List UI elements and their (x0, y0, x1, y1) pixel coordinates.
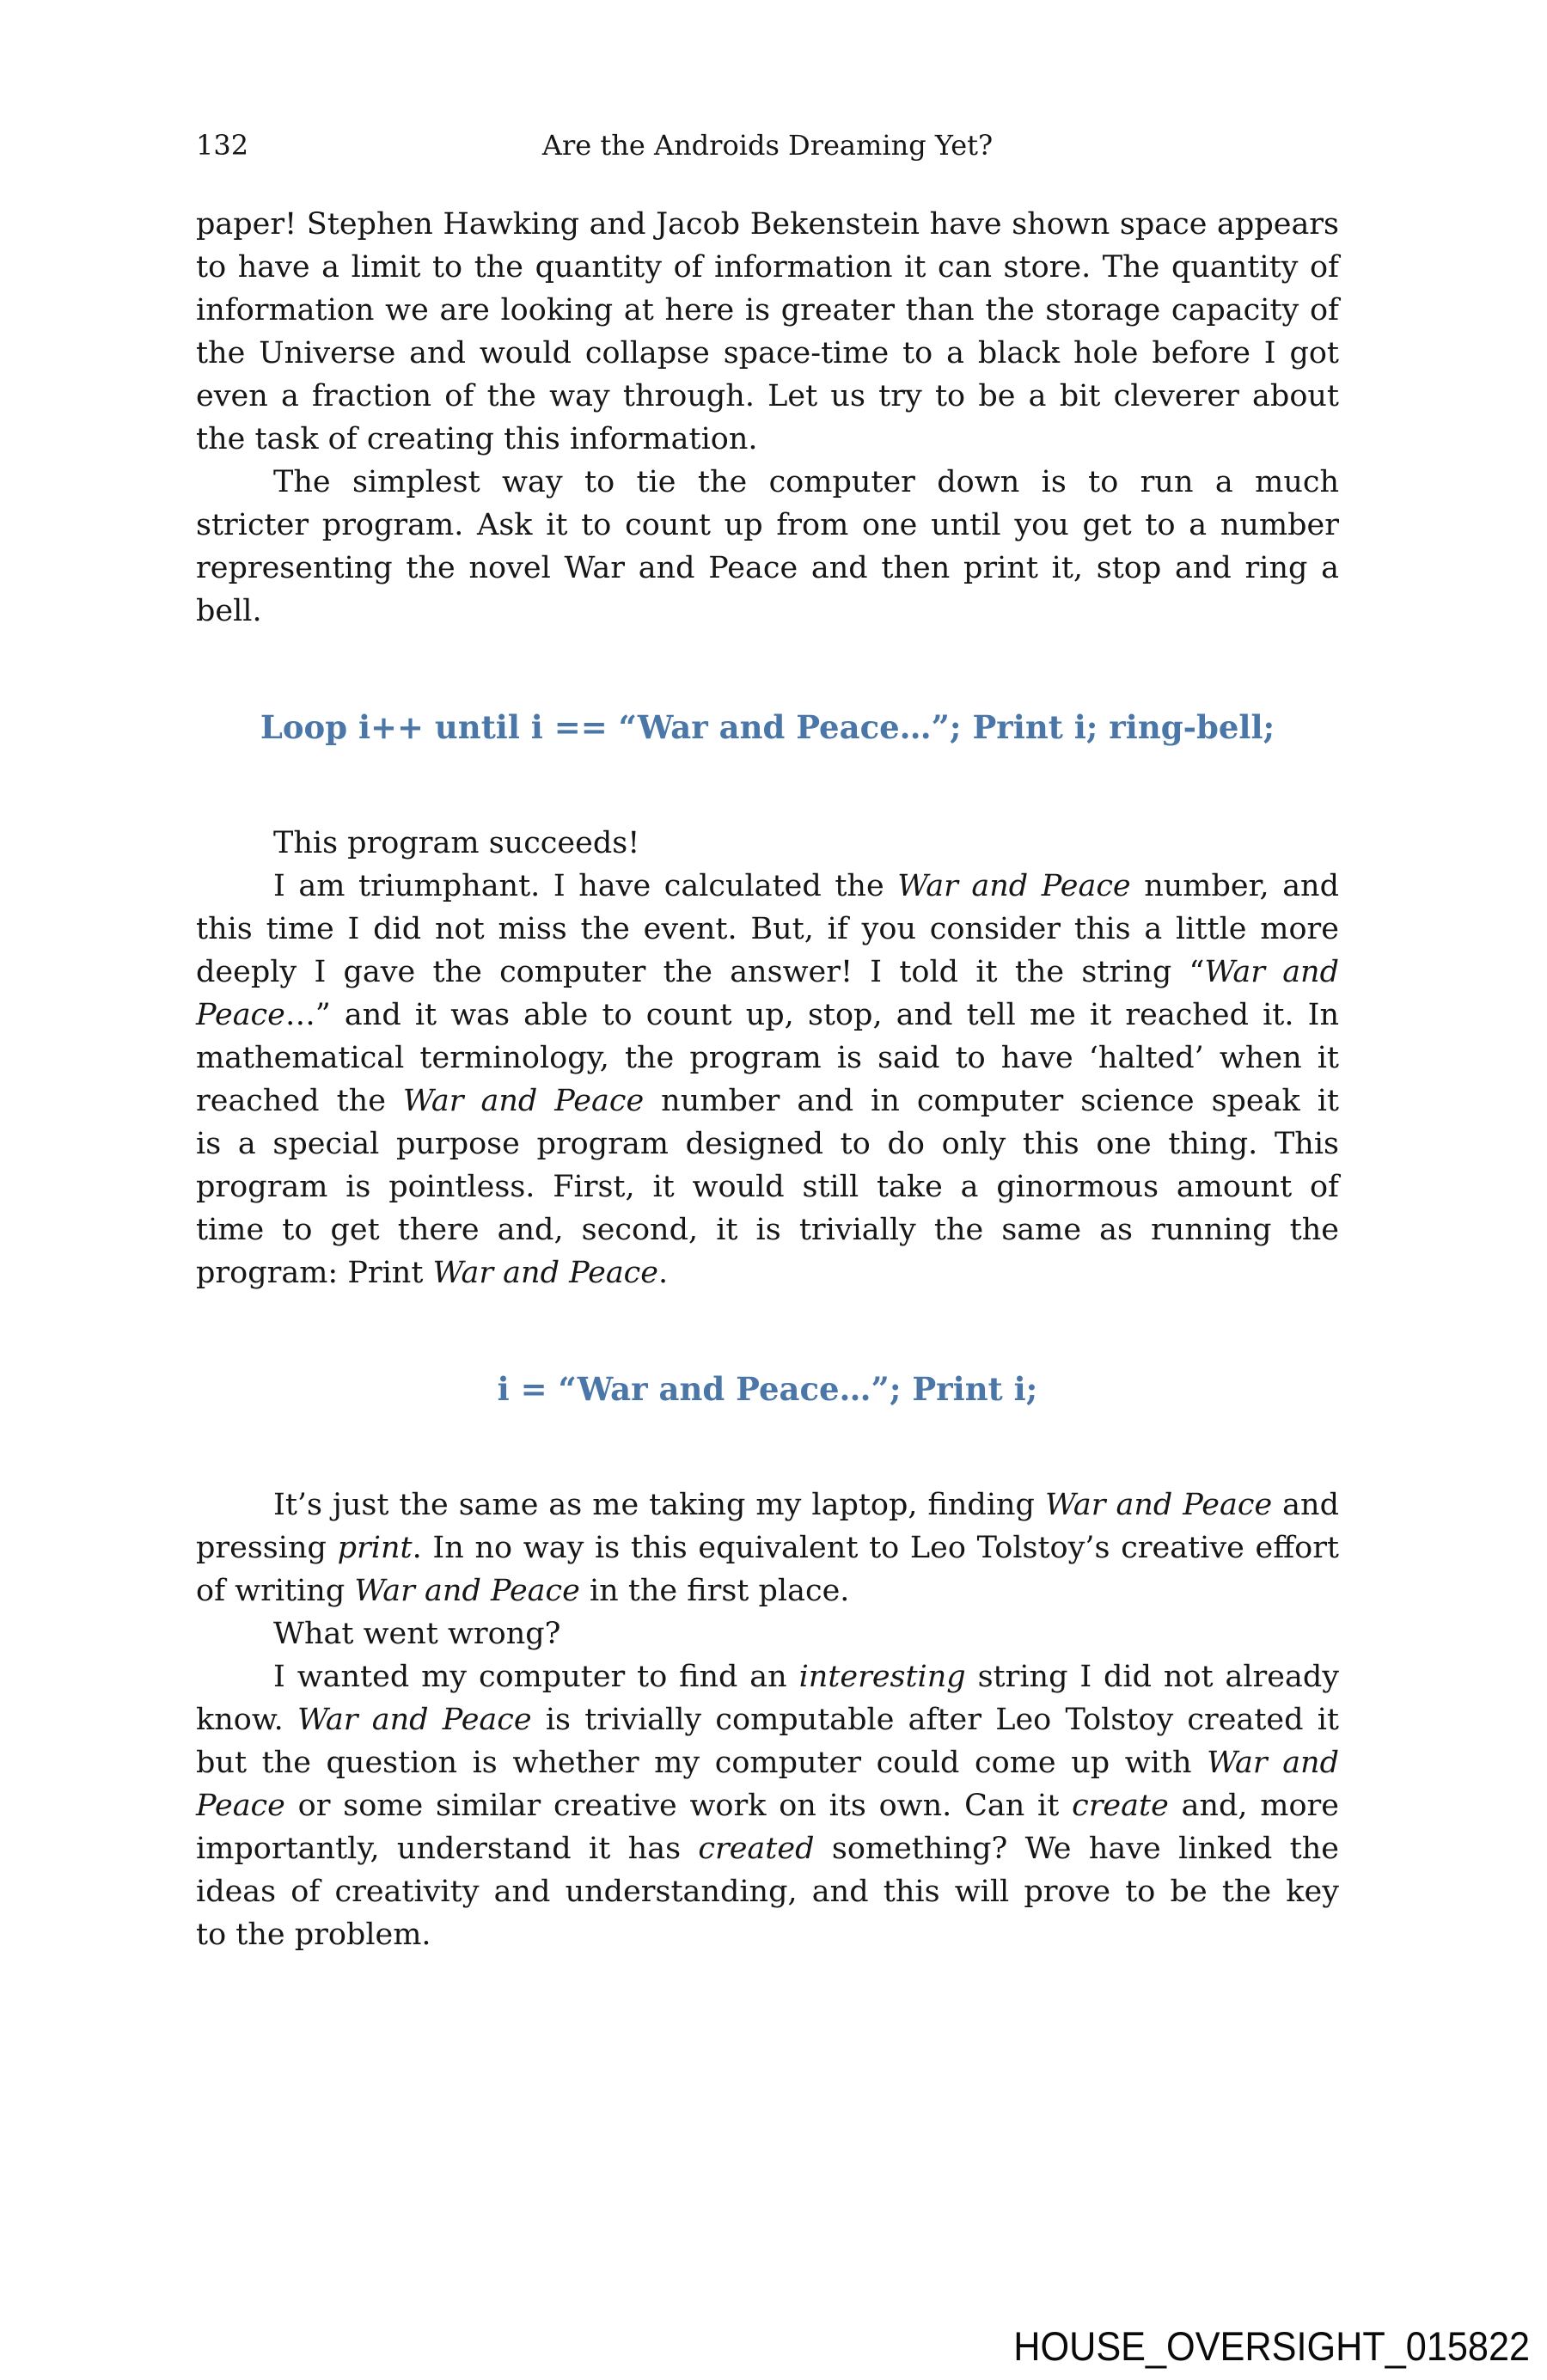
text-segment: and, more (1168, 1789, 1339, 1823)
italic-text: War and Peace (1044, 1488, 1273, 1522)
text-segment: the Universe and would collapse space-time to a black hole before I got (196, 336, 1339, 370)
italic-text: interesting (798, 1660, 966, 1694)
running-head: Are the Androids Dreaming Yet? (541, 129, 994, 162)
text-line (196, 1655, 1339, 1698)
text-segment: ideas of creativity and understanding, and this will prove to be the key (196, 1875, 1339, 1909)
paragraph-2 (196, 461, 1339, 633)
text-line (196, 1080, 1339, 1123)
page-header (196, 129, 1339, 163)
text-segment: . In no way is this equivalent to Leo Tolstoy’s creative effort (412, 1531, 1339, 1565)
text-segment: something? We have linked the (814, 1832, 1340, 1866)
text-line (196, 1037, 1339, 1080)
text-line (196, 1166, 1339, 1208)
italic-text: War and (1207, 1746, 1340, 1780)
text-segment: representing the novel War and Peace and then print it, stop and ring a (196, 551, 1339, 585)
text-line (196, 994, 1339, 1037)
text-line (196, 1208, 1339, 1251)
text-line (196, 1741, 1339, 1784)
text-segment: but the question is whether my computer could come up with (196, 1746, 1208, 1780)
text-line (196, 461, 1339, 504)
bates-stamp: HOUSE_OVERSIGHT_015822 (1013, 2323, 1530, 2369)
code-line-2: i = “War and Peace…”; Print i; (497, 1370, 1038, 1408)
text-line (196, 1123, 1339, 1166)
text-segment: is trivially computable after Leo Tolstoy created it (531, 1703, 1339, 1737)
text-segment: paper! Stephen Hawking and Jacob Bekenstein have shown space appears (196, 207, 1339, 242)
text-line (196, 418, 1339, 461)
text-segment: is a special purpose program designed to do only this one thing. This (196, 1127, 1339, 1161)
text-segment: even a fraction of the way through. Let us try to be a bit cleverer about (196, 379, 1339, 413)
text-line (196, 1698, 1339, 1741)
paragraph-3 (196, 822, 1339, 865)
italic-text: created (698, 1832, 815, 1866)
italic-text: Peace (196, 998, 285, 1032)
text-line (196, 504, 1339, 547)
text-line (196, 1913, 1339, 1956)
text-segment: to the problem. (196, 1918, 431, 1952)
text-line (196, 289, 1339, 332)
text-segment: number and in computer science speak it (644, 1084, 1339, 1118)
text-segment: bell. (196, 594, 262, 628)
book-page (196, 129, 1339, 1956)
text-segment: …” and it was able to count up, stop, and tell me it reached it. In (284, 998, 1339, 1032)
italic-text: create (1072, 1789, 1169, 1823)
text-line (196, 1484, 1339, 1527)
text-line (196, 865, 1339, 908)
text-line (196, 547, 1339, 590)
paragraph-5 (196, 1484, 1339, 1612)
text-segment: deeply I gave the computer the answer! I told it the string “ (196, 955, 1205, 989)
text-segment: It’s just the same as me taking my laptop, finding (273, 1488, 1045, 1522)
text-segment: stricter program. Ask it to count up from one until you get to a number (196, 508, 1339, 542)
paragraph-1 (196, 203, 1339, 461)
italic-text: War and Peace (432, 1256, 658, 1290)
text-line (196, 951, 1339, 994)
text-segment: or some similar creative work on its own. Can it (284, 1789, 1073, 1823)
text-segment: I wanted my computer to find an (273, 1660, 799, 1694)
page-number: 132 (196, 129, 249, 162)
text-segment: pressing (196, 1531, 338, 1565)
text-segment: this time I did not miss the event. But, if you consider this a little more (196, 912, 1339, 946)
text-line (196, 203, 1339, 246)
italic-text: War and Peace (897, 869, 1131, 903)
text-column (196, 203, 1339, 1956)
text-segment: time to get there and, second, it is trivially the same as running the (196, 1213, 1339, 1247)
italic-text: War and Peace (354, 1574, 580, 1608)
text-segment: This program succeeds! (273, 826, 640, 860)
text-segment: and (1272, 1488, 1339, 1522)
text-segment: reached the (196, 1084, 403, 1118)
text-segment: The simplest way to tie the computer down is to run a much (273, 465, 1339, 499)
text-line (196, 1527, 1339, 1569)
text-segment: the task of creating this information. (196, 422, 758, 456)
text-line (196, 1612, 1339, 1655)
italic-text: Peace (196, 1789, 285, 1823)
text-segment: . (658, 1256, 669, 1290)
text-segment: number, and (1130, 869, 1340, 903)
code-line-1: Loop i++ until i == “War and Peace…”; Print i; ring-bell; (260, 708, 1275, 746)
text-line (196, 1870, 1339, 1913)
text-line (196, 1827, 1339, 1870)
text-segment: mathematical terminology, the program is said to have ‘halted’ when it (196, 1041, 1339, 1075)
text-segment: program is pointless. First, it would still take a ginormous amount of (196, 1170, 1339, 1204)
text-segment: in the first place. (579, 1574, 850, 1608)
text-segment: know. (196, 1703, 297, 1737)
text-line (196, 332, 1339, 375)
paragraph-4 (196, 865, 1339, 1294)
text-segment: importantly, understand it has (196, 1832, 699, 1866)
text-segment: program: Print (196, 1256, 433, 1290)
text-segment: I am triumphant. I have calculated the (273, 869, 898, 903)
text-segment: to have a limit to the quantity of information it can store. The quantity of (196, 250, 1339, 284)
text-line (196, 1569, 1339, 1612)
text-segment: What went wrong? (273, 1617, 561, 1651)
text-segment: information we are looking at here is greater than the storage capacity of (196, 293, 1339, 327)
text-line (196, 590, 1339, 633)
paragraph-6 (196, 1612, 1339, 1655)
italic-text: War and Peace (402, 1084, 645, 1118)
italic-text: War and (1204, 955, 1340, 989)
text-line (196, 246, 1339, 289)
text-segment: string I did not already (965, 1660, 1339, 1694)
text-line (196, 908, 1339, 951)
text-segment: of writing (196, 1574, 355, 1608)
italic-text: print (337, 1531, 413, 1565)
text-line (196, 1251, 1339, 1294)
text-line (196, 822, 1339, 865)
text-line (196, 1784, 1339, 1827)
text-line (196, 375, 1339, 418)
italic-text: War and Peace (297, 1703, 532, 1737)
paragraph-7 (196, 1655, 1339, 1956)
